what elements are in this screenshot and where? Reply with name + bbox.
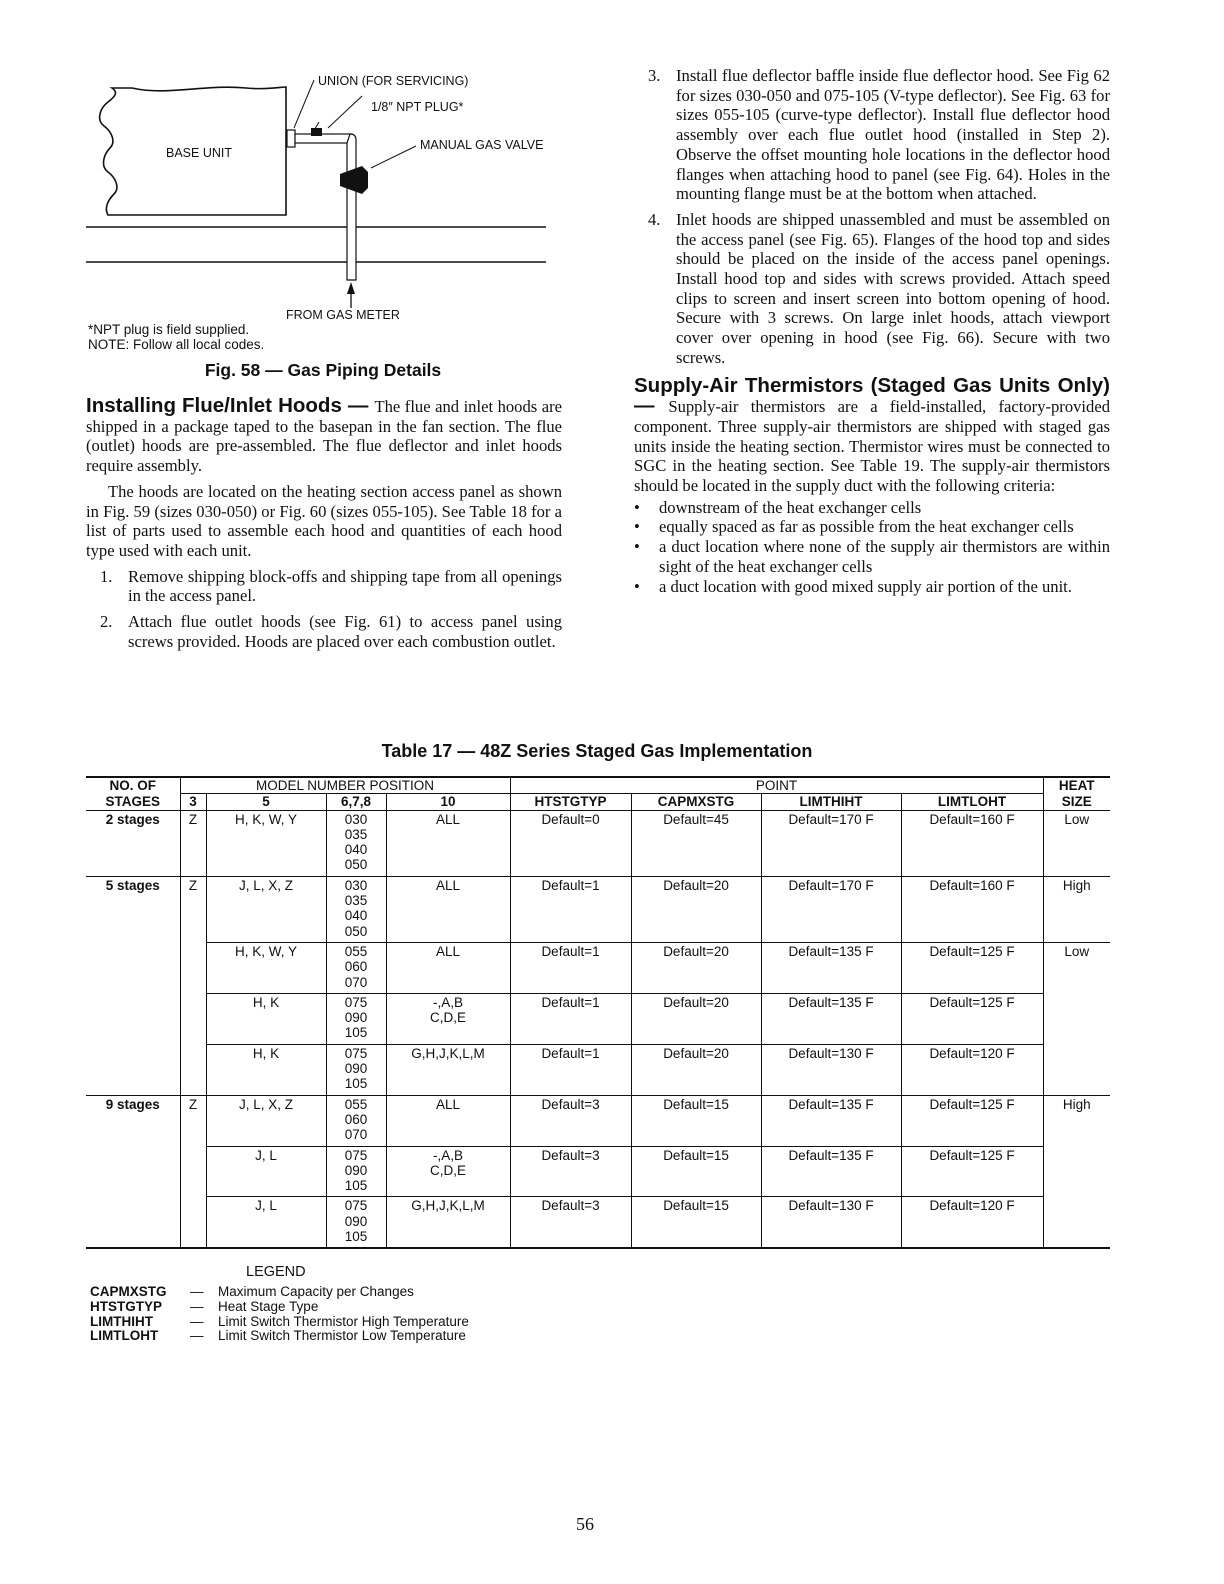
legend-item: LIMTHIHT — Limit Switch Thermistor High Temperature bbox=[90, 1313, 469, 1329]
header-col-10: 10 bbox=[386, 794, 510, 810]
table-row: H, K 075 090 105 G,H,J,K,L,M Default=1 Default=20 Default=130 F Default=120 F bbox=[86, 1044, 1110, 1095]
legend-title: LEGEND bbox=[246, 1264, 306, 1280]
criteria-item: • a duct location where none of the supply air thermistors are within sight of the heat exchanger cells bbox=[634, 537, 1110, 576]
union-label: UNION (FOR SERVICING) bbox=[318, 74, 469, 88]
header-limthiht: LIMTHIHT bbox=[761, 794, 901, 810]
criteria-item: • a duct location with good mixed supply air portion of the unit. bbox=[634, 577, 1110, 597]
stages-cell: 2 stages bbox=[86, 810, 180, 876]
step-item: 1. Remove shipping block-offs and shipping tape from all openings in the access panel. bbox=[100, 566, 562, 606]
legend-item: LIMTLOHT — Limit Switch Thermistor Low Temperature bbox=[90, 1328, 466, 1344]
flue-hoods-intro: Installing Flue/Inlet Hoods — The flue and inlet hoods are shipped in a package taped to the basepan in the fan section. The flue (outlet) hoods are pre-assembled. The flue deflector and inlet hoods require assembly. bbox=[86, 394, 562, 476]
flue-hoods-heading: Installing Flue/Inlet Hoods bbox=[86, 394, 342, 417]
legend-item: HTSTGTYP — Heat Stage Type bbox=[90, 1298, 319, 1314]
legend bbox=[90, 1285, 469, 1344]
figure-note-npt: *NPT plug is field supplied. bbox=[88, 322, 250, 337]
table-row: H, K, W, Y 055 060 070 ALL Default=1 Default=20 Default=135 F Default=125 F Low bbox=[86, 942, 1110, 993]
table-row: J, L 075 090 105 -,A,B C,D,E Default=3 Default=15 Default=135 F Default=125 F bbox=[86, 1146, 1110, 1197]
table-row: 9 stages Z J, L, X, Z 055 060 070 ALL Default=3 Default=15 Default=135 F Default=125 F High bbox=[86, 1095, 1110, 1146]
criteria-item: • downstream of the heat exchanger cells bbox=[634, 498, 1110, 518]
header-col-3: 3 bbox=[180, 794, 206, 810]
header-capmxstg: CAPMXSTG bbox=[631, 794, 761, 810]
thermistors-heading: Supply-Air Thermistors (Staged Gas Units Only) bbox=[634, 373, 1110, 397]
header-col-678: 6,7,8 bbox=[326, 794, 386, 810]
gas-piping-diagram bbox=[86, 70, 560, 330]
table-row: H, K 075 090 105 -,A,B C,D,E Default=1 Default=20 Default=135 F Default=125 F bbox=[86, 993, 1110, 1044]
thermistors-intro: Supply-Air Thermistors (Staged Gas Units Only) — Supply-air thermistors are a field-installed, factory-provided component. Three supply-air thermistors are shipped with staged gas units inside the heating section. Thermistor wires must be connected to SGC in the heating section. See Table 19. The supply-air thermistors should be located in the supply duct with the following criteria: bbox=[634, 373, 1110, 496]
staged-gas-table bbox=[86, 776, 1110, 1249]
header-col-5: 5 bbox=[206, 794, 326, 810]
stages-cell: 5 stages bbox=[105, 877, 160, 893]
left-column bbox=[86, 396, 562, 657]
base-unit-label: BASE UNIT bbox=[166, 146, 232, 160]
from-meter-label: FROM GAS METER bbox=[286, 308, 400, 322]
hoods-location-paragraph: The hoods are located on the heating section access panel as shown in Fig. 59 (sizes 030-050) or Fig. 60 (sizes 055-105). See Table 18 for a list of parts used to assemble each hood and quantities of each hood type used with each unit. bbox=[86, 481, 562, 560]
right-steps-list bbox=[634, 66, 1110, 368]
header-htstgtyp: HTSTGTYP bbox=[510, 794, 631, 810]
step-item: 3. Install flue deflector baffle inside flue deflector hood. See Fig 62 for sizes 030-050 and 075-105 (V-type deflector). See Fig. 63 for sizes 055-105 (curve-type deflector). Install flue deflector hood assembly over each flue outlet hood (installed in Step 2). Observe the offset mounting hole locations in the deflector hood flanges when attaching hood to panel (see Fig. 64). Holes in the mounting flange must be at the bottom when attached. bbox=[648, 66, 1110, 204]
pipe-horizontal bbox=[295, 134, 350, 143]
table-row: 5 stages Z J, L, X, Z 030 035 040 050 ALL Default=1 Default=20 Default=170 F Default=160 F High bbox=[86, 876, 1110, 942]
pipe-vertical bbox=[347, 134, 356, 280]
left-steps-list bbox=[86, 567, 562, 652]
header-stages-2: STAGES bbox=[86, 794, 180, 810]
stages-cell: 9 stages bbox=[105, 1096, 160, 1112]
right-column bbox=[634, 66, 1110, 596]
step-item: 2. Attach flue outlet hoods (see Fig. 61) to access panel using screws provided. Hoods are placed over each combustion outlet. bbox=[100, 612, 562, 651]
criteria-item: • equally spaced as far as possible from the heat exchanger cells bbox=[634, 517, 1110, 537]
criteria-list bbox=[634, 498, 1110, 597]
manual-valve-label: MANUAL GAS VALVE bbox=[420, 138, 544, 152]
header-point-group: POINT bbox=[510, 777, 1043, 794]
header-stages-1: NO. OF bbox=[86, 777, 180, 794]
manual-gas-valve bbox=[340, 166, 368, 194]
figure-note-codes: NOTE: Follow all local codes. bbox=[88, 337, 265, 352]
table-row: J, L 075 090 105 G,H,J,K,L,M Default=3 Default=15 Default=130 F Default=120 F bbox=[86, 1197, 1110, 1248]
figure-caption: Fig. 58 — Gas Piping Details bbox=[204, 360, 442, 380]
header-model-group: MODEL NUMBER POSITION bbox=[180, 777, 510, 794]
header-limtloht: LIMTLOHT bbox=[901, 794, 1043, 810]
npt-plug-label: 1/8″ NPT PLUG* bbox=[371, 100, 464, 114]
step-item: 4. Inlet hoods are shipped unassembled and must be assembled on the access panel (see Fig. 65). Flanges of the hood top and sides should be placed on the inside of the access panel openings. Install hood top and sides with screws provided. Attach speed clips to screen and insert screen into bottom opening of hood. Secure with 3 screws. On large inlet hoods, attach viewport cover over opening in hood (see Fig. 66). Secure with two screws. bbox=[648, 209, 1110, 367]
header-heat-1: HEAT bbox=[1043, 777, 1110, 794]
union-fitting bbox=[287, 130, 295, 147]
gas-flow-arrow bbox=[347, 282, 355, 294]
page-number: 56 bbox=[576, 1514, 594, 1534]
table-title: Table 17 — 48Z Series Staged Gas Implementation bbox=[381, 741, 813, 761]
legend-item: CAPMXSTG — Maximum Capacity per Changes bbox=[90, 1284, 414, 1299]
header-heat-2: SIZE bbox=[1043, 794, 1110, 810]
figure-notes bbox=[88, 322, 264, 352]
table-row: 2 stages Z H, K, W, Y 030 035 040 050 ALL Default=0 Default=45 Default=170 F Default=160 F Low bbox=[86, 810, 1110, 876]
